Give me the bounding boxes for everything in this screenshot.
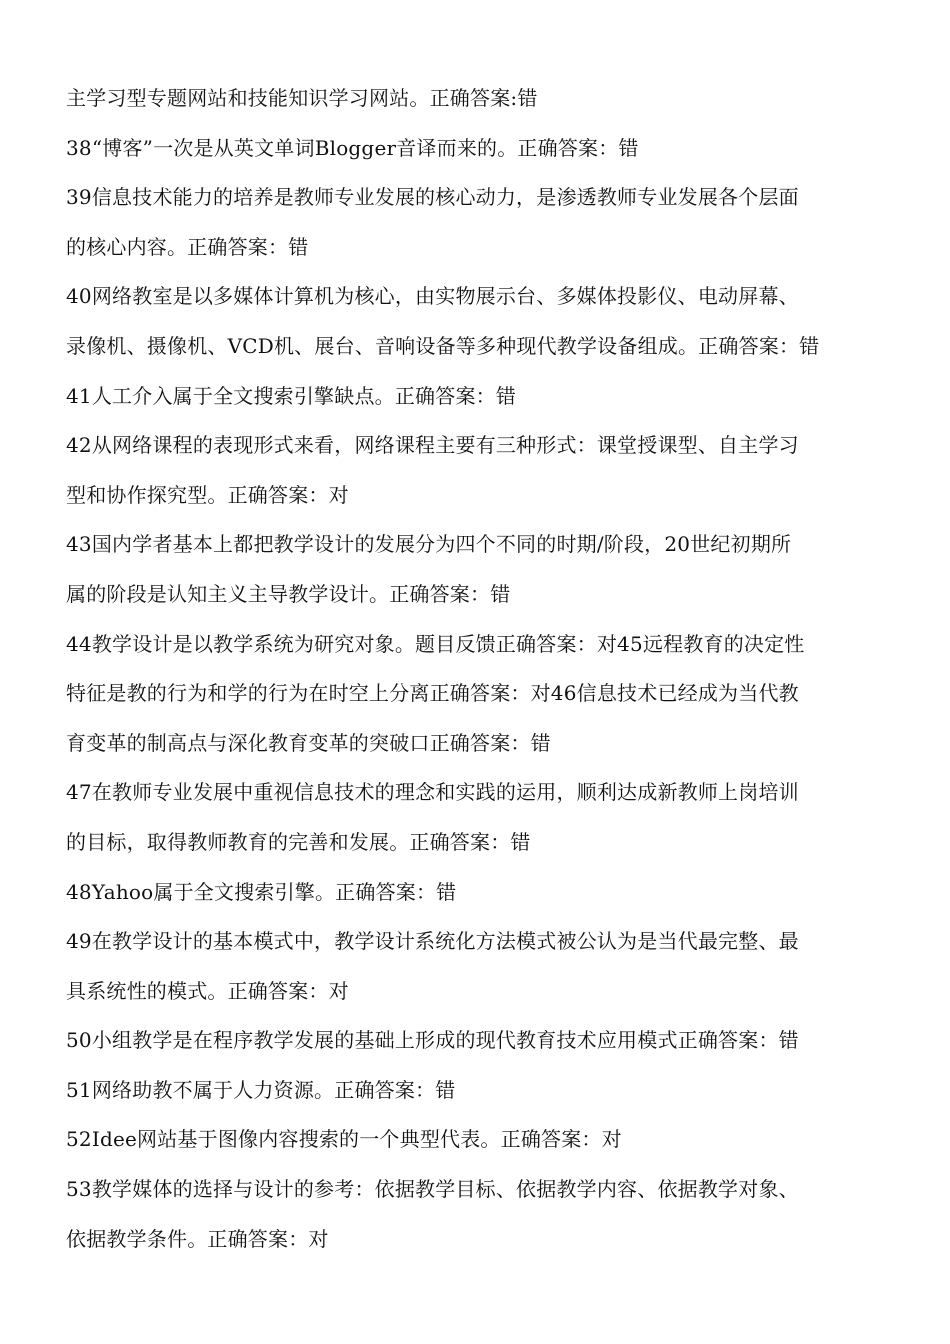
- text-line: 育变革的制高点与深化教育变革的突破口正确答案：错: [66, 730, 551, 755]
- text-line: 43国内学者基本上都把教学设计的发展分为四个不同的时期/阶段，20世纪初期所: [66, 532, 792, 557]
- text-line: 49在教学设计的基本模式中，教学设计系统化方法模式被公认为是当代最完整、最: [66, 929, 799, 954]
- text-line: 主学习型专题网站和技能知识学习网站。正确答案:错: [66, 86, 538, 110]
- text-line: 42从网络课程的表现形式来看，网络课程主要有三种形式：课堂授课型、自主学习: [66, 433, 799, 458]
- text-line: 51网络助教不属于人力资源。正确答案：错: [66, 1077, 456, 1102]
- document-body: [66, 74, 888, 1264]
- text-line: 型和协作探究型。正确答案：对: [66, 482, 349, 507]
- text-line: 38“博客”一次是从英文单词Blogger音译而来的。正确答案：错: [66, 135, 639, 160]
- text-line: 特征是教的行为和学的行为在时空上分离正确答案：对46信息技术已经成为当代教: [66, 681, 799, 706]
- text-line: 的目标，取得教师教育的完善和发展。正确答案：错: [66, 829, 531, 854]
- text-line: 41人工介入属于全文搜索引擎缺点。正确答案：错: [66, 383, 517, 408]
- text-line: 48Yahoo属于全文搜索引擎。正确答案：错: [66, 879, 457, 904]
- text-line: 47在教师专业发展中重视信息技术的理念和实践的运用，顺利达成新教师上岗培训: [66, 780, 799, 805]
- text-line: 录像机、摄像机、VCD机、展台、音响设备等多种现代教学设备组成。正确答案：错: [66, 333, 820, 358]
- text-line: 属的阶段是认知主义主导教学设计。正确答案：错: [66, 581, 511, 606]
- text-line: 具系统性的模式。正确答案：对: [66, 978, 349, 1003]
- text-line: 的核心内容。正确答案：错: [66, 234, 309, 259]
- text-line: 依据教学条件。正确答案：对: [66, 1226, 329, 1251]
- text-line: 39信息技术能力的培养是教师专业发展的核心动力，是渗透教师专业发展各个层面: [66, 185, 799, 210]
- text-line: 50小组教学是在程序教学发展的基础上形成的现代教育技术应用模式正确答案：错: [66, 1028, 799, 1053]
- text-line: 44教学设计是以教学系统为研究对象。题目反馈正确答案：对45远程教育的决定性: [66, 631, 805, 656]
- text-line: 52Idee网站基于图像内容搜索的一个典型代表。正确答案：对: [66, 1127, 622, 1152]
- text-line: 40网络教室是以多媒体计算机为核心，由实物展示台、多媒体投影仪、电动屏幕、: [66, 284, 799, 309]
- text-line: 53教学媒体的选择与设计的参考：依据教学目标、依据教学内容、依据教学对象、: [66, 1177, 799, 1202]
